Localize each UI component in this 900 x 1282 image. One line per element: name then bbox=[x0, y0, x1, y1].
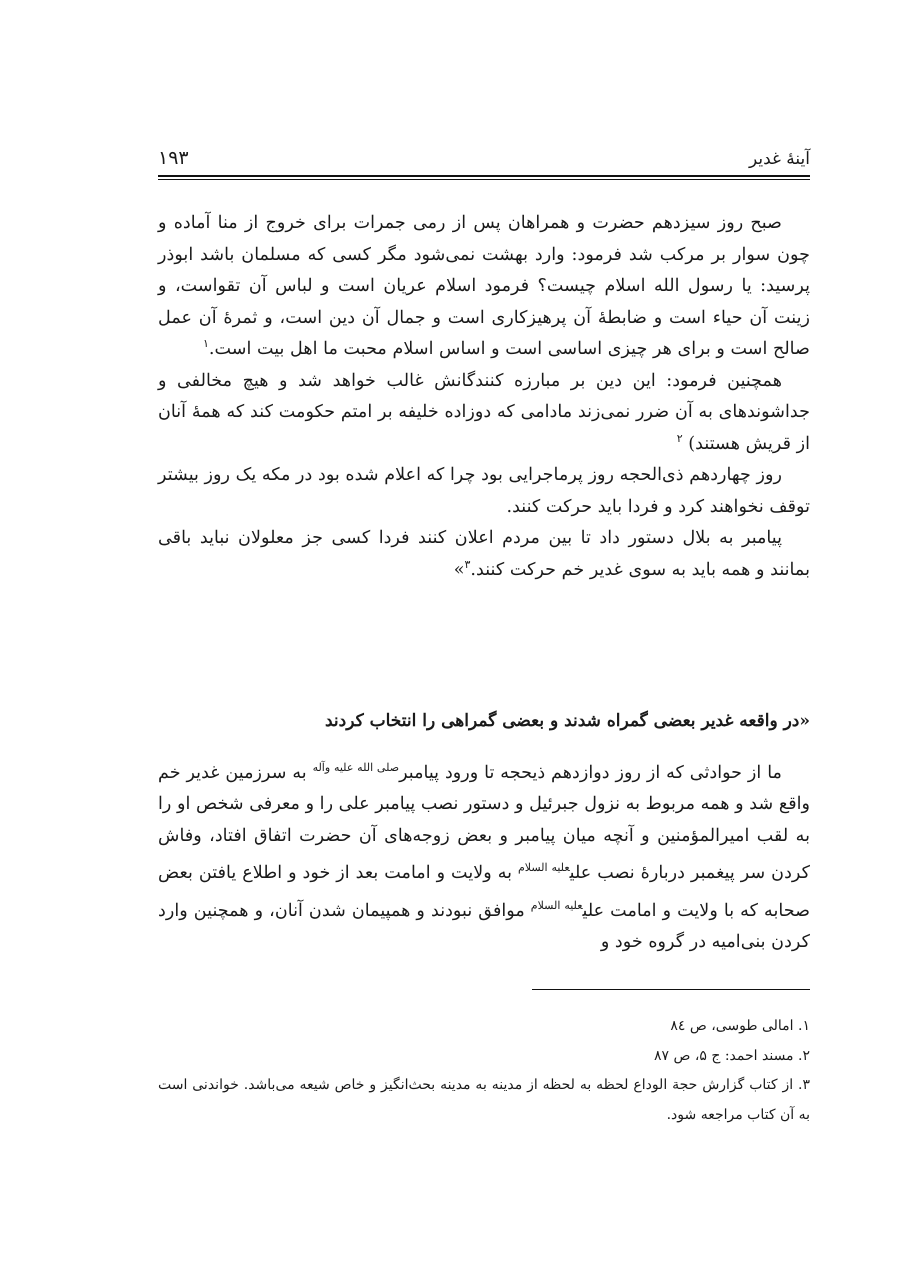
running-title: آینۀ غدیر bbox=[748, 149, 810, 169]
paragraph-2 bbox=[158, 366, 810, 461]
honorific-ali-2: علیه السلام bbox=[530, 898, 583, 912]
main-text bbox=[158, 208, 810, 586]
paragraph-3-text: روز چهاردهم ذی‌الحجه روز پرماجرایی بود چرا که اعلام شده بود در مکه یک روز بیشتر توقف نخواهند کرد و فردا باید حرکت کنند. bbox=[158, 465, 810, 517]
footnote-number: ۳. bbox=[798, 1077, 810, 1093]
section-text-part-2: به سرزمین غدیر خم واقع شد و همه مربوط به نزول جبرئیل و دستور نصب پیامبر علی را و معرفی شخص او را به لقب امیرالمؤمنین و آنچه میان پیامبر و بعض زوجه‌های آن حضرت اتفاق افتاد، وفاش کردن سر پیغمبر دربارۀ نصب علی bbox=[158, 762, 810, 884]
footnote-text: از کتاب گزارش حجة الوداع لحظه به لحظه از مدینه به مدینه بحث‌انگیز و خاص شیعه می‌باشد. خواندنی است به آن کتاب مراجعه شود. bbox=[158, 1077, 810, 1123]
section-text-part-4: موافق نبودند و همپیمان شدن آنان، و همچنین وارد کردن بنی‌امیه در گروه خود و bbox=[158, 900, 810, 953]
footnote-ref-3[interactable]: ۳ bbox=[464, 557, 471, 571]
section-heading: «در واقعه غدیر بعضی گمراه شدند و بعضی گمراهی را انتخاب کردند bbox=[325, 711, 810, 731]
section-text bbox=[158, 752, 810, 959]
footnote-text: مسند احمد: ج ۵، ص ۸۷ bbox=[653, 1047, 794, 1064]
footnote-ref-2[interactable]: ۲ bbox=[676, 431, 683, 445]
footnote-number: ۱. bbox=[798, 1018, 810, 1034]
honorific-ali-1: علیه السلام bbox=[518, 861, 570, 875]
footnote-text: امالی طوسی، ص ۸٤ bbox=[670, 1018, 794, 1034]
footnote-ref-1[interactable]: ۱ bbox=[202, 337, 209, 351]
paragraph-4-text: پیامبر به بلال دستور داد تا بین مردم اعلان کنند فردا کسی جز معلولان نباید باقی بمانند و همه باید به سوی غدیر خم حرکت کنند. bbox=[158, 528, 810, 580]
paragraph-1-text: صبح روز سیزدهم حضرت و همراهان پس از رمی جمرات برای خروج از منا آماده و چون سوار بر مرکب شد فرمود: وارد بهشت نمی‌شود مگر کسی که مسلمان باشد ابوذر پرسید: یا رسول الله اسلام چیست؟ فرمود اسلام عریان است و لباس آن تقواست، و زینت آن حیاء است و ضابطۀ آن پرهیزکاری است و جمال آن دین است، و ثمرۀ آن عمل صالح است و برای هر چیزی اساسی است و اساس اسلام محبت ما اهل بیت است. bbox=[158, 213, 810, 359]
section-text-part-1: ما از حوادثی که از روز دوازدهم ذیحجه تا ورود پیامبر bbox=[399, 762, 782, 783]
paragraph-2-text: همچنین فرمود: این دین بر مبارزه کنندگانش غالب خواهد شد و هیچ مخالفی و جداشوندهای به آن ضرر نمی‌زند مادامی که دوزاده خلیفه بر امتم حکومت کند که همۀ آنان از قریش هستند) bbox=[158, 370, 810, 454]
page-number: ۱۹۳ bbox=[158, 147, 189, 169]
honorific-prophet: صلى الله عليه وآله bbox=[312, 761, 400, 774]
footnotes bbox=[158, 1012, 810, 1130]
paragraph-4 bbox=[158, 523, 810, 586]
footnote-rule bbox=[532, 989, 810, 990]
section-paragraph bbox=[158, 752, 810, 959]
paragraph-3 bbox=[158, 460, 810, 523]
header-rule-thin bbox=[158, 179, 810, 180]
footnote-2 bbox=[158, 1042, 810, 1072]
footnote-1 bbox=[158, 1012, 810, 1042]
header-rule bbox=[158, 175, 810, 177]
footnote-3 bbox=[158, 1071, 810, 1130]
footnote-number: ۲. bbox=[798, 1047, 810, 1064]
paragraph-1 bbox=[158, 208, 810, 366]
closing-quote: » bbox=[453, 559, 465, 580]
section-text-part-3: به ولایت و امامت بعد از خود و اطلاع یافتن بعض صحابه که با ولایت و امامت علی bbox=[158, 863, 811, 921]
page-header bbox=[158, 142, 810, 176]
